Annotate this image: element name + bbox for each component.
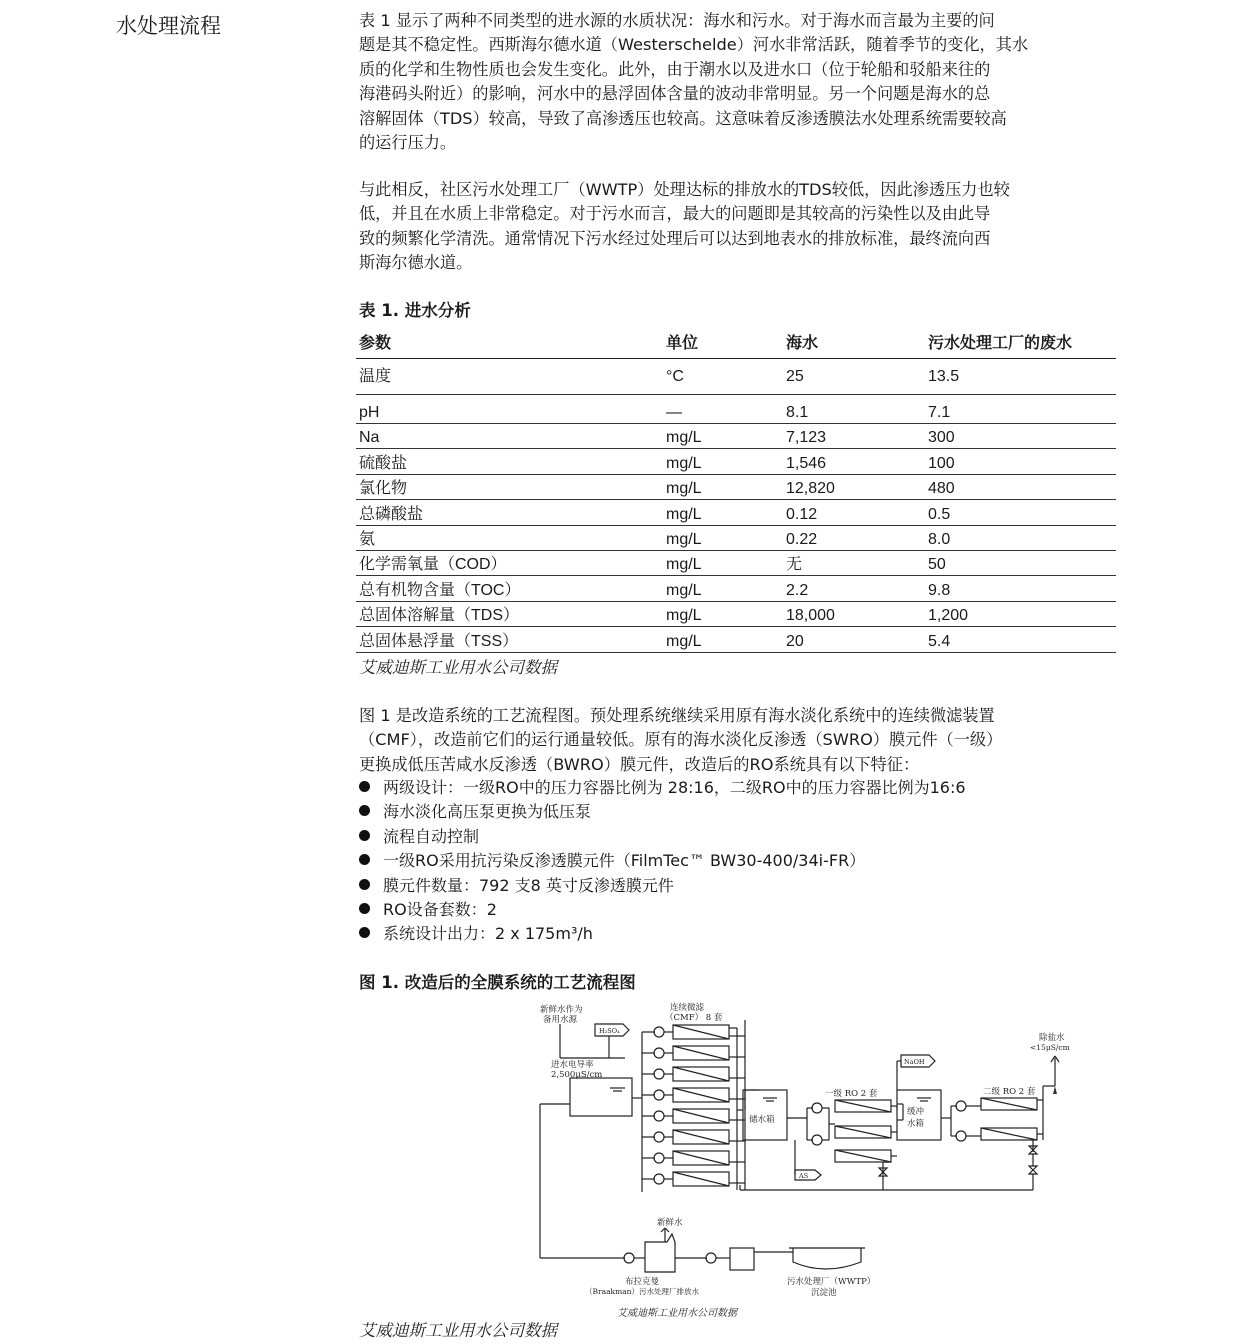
bullet-icon — [359, 830, 370, 841]
list-item — [359, 825, 966, 849]
label-braakman: （Braakman）污水处理厂排放水 — [585, 1287, 699, 1296]
table-source-note: 艾威迪斯工业用水公司数据 — [359, 658, 557, 677]
cell-wwtp: 300 — [925, 424, 1116, 449]
cell-parameter: 总固体悬浮量（TSS） — [356, 627, 663, 652]
label-cmf: 连续微滤 — [670, 1003, 705, 1013]
cell-parameter: 氯化物 — [356, 474, 663, 499]
second-paragraph — [359, 178, 1105, 276]
label-conductivity: 进水电导率 — [551, 1060, 594, 1070]
cell-parameter: 化学需氧量（COD） — [356, 550, 663, 575]
label-naoh: NaOH — [904, 1058, 925, 1066]
table-row — [356, 359, 1116, 395]
cell-unit: mg/L — [663, 474, 783, 499]
cell-unit: °C — [663, 359, 783, 395]
feature-list — [359, 776, 966, 947]
cell-wwtp: 100 — [925, 449, 1116, 474]
cell-unit: mg/L — [663, 550, 783, 575]
label-fresh-water: 新鲜水 — [657, 1218, 683, 1228]
column-header-parameter: 参数 — [356, 325, 663, 359]
label-ro2: 二级 RO 2 套 — [983, 1087, 1036, 1097]
cell-unit: — — [663, 395, 783, 424]
cell-seawater: 12,820 — [783, 474, 925, 499]
bullet-icon — [359, 879, 370, 890]
bullet-icon — [359, 903, 370, 914]
list-item-text: 膜元件数量：792 支8 英寸反渗透膜元件 — [383, 875, 674, 895]
label-braakman: 布拉克曼 — [625, 1277, 660, 1287]
list-item — [359, 776, 966, 800]
cell-unit: mg/L — [663, 424, 783, 449]
list-item-text: 流程自动控制 — [383, 826, 480, 846]
list-item-text: 系统设计出力：2 x 175m³/h — [383, 924, 593, 944]
label-ro1: 一级 RO 2 套 — [825, 1089, 878, 1099]
table-row — [356, 395, 1116, 424]
process-flow-diagram — [525, 1000, 1085, 1325]
cell-seawater: 0.12 — [783, 500, 925, 525]
paragraph-line: 图 1 是改造系统的工艺流程图。预处理系统继续采用原有海水淡化系统中的连续微滤装置 — [359, 706, 995, 725]
cell-wwtp: 1,200 — [925, 601, 1116, 626]
table-caption: 表 1. 进水分析 — [359, 301, 471, 320]
list-item — [359, 922, 966, 946]
paragraph-line: 题是其不稳定性。西斯海尔德水道（Westerschelde）河水非常活跃，随着季节的变化，其水 — [359, 35, 1029, 55]
intro-paragraph — [359, 9, 1105, 155]
table-row — [356, 601, 1116, 626]
label-storage-tank: 储水箱 — [749, 1115, 775, 1125]
cell-wwtp: 5.4 — [925, 627, 1116, 652]
table-row — [356, 449, 1116, 474]
cell-seawater: 8.1 — [783, 395, 925, 424]
cell-parameter: pH — [356, 395, 663, 424]
table-row — [356, 525, 1116, 550]
paragraph-line: 致的频繁化学清洗。通常情况下污水经过处理后可以达到地表水的排放标准，最终流向西 — [359, 228, 991, 248]
cell-wwtp: 7.1 — [925, 395, 1116, 424]
bullet-icon — [359, 854, 370, 865]
cell-seawater: 20 — [783, 627, 925, 652]
column-header-unit: 单位 — [663, 325, 783, 359]
paragraph-line: （CMF），改造前它们的运行通量较低。原有的海水淡化反渗透（SWRO）膜元件（一级） — [359, 730, 1003, 750]
cell-unit: mg/L — [663, 525, 783, 550]
label-wwtp: 沉淀池 — [811, 1288, 837, 1298]
cell-parameter: 总磷酸盐 — [356, 500, 663, 525]
label-fresh-backup: 备用水源 — [543, 1015, 578, 1025]
list-item-text: RO设备套数：2 — [383, 900, 497, 920]
paragraph-line: 质的化学和生物性质也会发生变化。此外，由于潮水以及进水口（位于轮船和驳船来往的 — [359, 59, 991, 79]
paragraph-line: 的运行压力。 — [359, 133, 457, 153]
list-item-text: 两级设计：一级RO中的压力容器比例为 28:16，二级RO中的压力容器比例为16:6 — [383, 778, 966, 797]
cell-wwtp: 8.0 — [925, 525, 1116, 550]
table-row — [356, 424, 1116, 449]
cell-wwtp: 9.8 — [925, 576, 1116, 601]
table-header-row — [356, 325, 1116, 359]
list-item-text: 一级RO采用抗污染反渗透膜元件（FilmTec™ BW30-400/34i-FR） — [383, 851, 866, 871]
column-header-seawater: 海水 — [783, 325, 925, 359]
table-row — [356, 474, 1116, 499]
bullet-icon — [359, 805, 370, 816]
label-buffer-tank: 缓冲 — [907, 1107, 925, 1117]
cell-unit: mg/L — [663, 627, 783, 652]
list-item-text: 海水淡化高压泵更换为低压泵 — [383, 802, 592, 822]
label-as: AS — [799, 1172, 809, 1180]
cell-parameter: 硫酸盐 — [356, 449, 663, 474]
cell-unit: mg/L — [663, 500, 783, 525]
water-analysis-table — [356, 325, 1116, 653]
cell-wwtp: 50 — [925, 550, 1116, 575]
figure-caption: 图 1. 改造后的全膜系统的工艺流程图 — [359, 973, 636, 992]
column-header-wwtp: 污水处理工厂的废水 — [925, 325, 1116, 359]
cell-wwtp: 0.5 — [925, 500, 1116, 525]
table-row — [356, 627, 1116, 652]
cell-parameter: 总有机物含量（TOC） — [356, 576, 663, 601]
cell-seawater: 1,546 — [783, 449, 925, 474]
label-product-water: 除盐水 — [1039, 1033, 1065, 1043]
paragraph-line: 与此相反，社区污水处理工厂（WWTP）处理达标的排放水的TDS较低，因此渗透压力也较 — [359, 180, 1010, 199]
table-row — [356, 500, 1116, 525]
label-wwtp: 污水处理厂（WWTP） — [787, 1277, 876, 1287]
label-product-water: <15μS/cm — [1030, 1043, 1070, 1052]
cell-parameter: 温度 — [356, 359, 663, 395]
label-cmf: （CMF） 8 套 — [665, 1013, 723, 1023]
list-item — [359, 849, 966, 873]
cell-unit: mg/L — [663, 449, 783, 474]
cell-unit: mg/L — [663, 576, 783, 601]
paragraph-line: 海港码头附近）的影响，河水中的悬浮固体含量的波动非常明显。另一个问题是海水的总 — [359, 84, 991, 104]
list-item — [359, 898, 966, 922]
cell-parameter: 总固体溶解量（TDS） — [356, 601, 663, 626]
paragraph-line: 溶解固体（TDS）较高，导致了高渗透压也较高。这意味着反渗透膜法水处理系统需要较高 — [359, 108, 1007, 128]
list-item — [359, 874, 966, 898]
cell-seawater: 18,000 — [783, 601, 925, 626]
cell-seawater: 2.2 — [783, 576, 925, 601]
paragraph-line: 斯海尔德水道。 — [359, 253, 473, 273]
figure-inner-source: 艾威迪斯工业用水公司数据 — [617, 1308, 737, 1319]
label-h2so4: H₂SO₄ — [599, 1027, 620, 1035]
cell-wwtp: 480 — [925, 474, 1116, 499]
figure-source-note: 艾威迪斯工业用水公司数据 — [359, 1321, 557, 1340]
cell-seawater: 25 — [783, 359, 925, 395]
paragraph-line: 低，并且在水质上非常稳定。对于污水而言，最大的问题即是其较高的污染性以及由此导 — [359, 204, 991, 224]
bullet-icon — [359, 927, 370, 938]
paragraph-line: 表 1 显示了两种不同类型的进水源的水质状况：海水和污水。对于海水而言最为主要的问 — [359, 11, 995, 30]
cell-wwtp: 13.5 — [925, 359, 1116, 395]
cell-seawater: 无 — [783, 550, 925, 575]
cell-parameter: 氨 — [356, 525, 663, 550]
label-buffer-tank: 水箱 — [907, 1119, 925, 1129]
label-conductivity: 2,500μS/cm — [551, 1070, 603, 1080]
list-item — [359, 800, 966, 824]
third-paragraph — [359, 704, 1105, 777]
section-title: 水处理流程 — [116, 14, 221, 38]
label-fresh-backup: 新鲜水作为 — [540, 1005, 583, 1015]
cell-seawater: 7,123 — [783, 424, 925, 449]
paragraph-line: 更换成低压苦咸水反渗透（BWRO）膜元件，改造后的RO系统具有以下特征： — [359, 754, 920, 774]
cell-unit: mg/L — [663, 601, 783, 626]
table-row — [356, 550, 1116, 575]
cell-parameter: Na — [356, 424, 663, 449]
table-row — [356, 576, 1116, 601]
bullet-icon — [359, 781, 370, 792]
cell-seawater: 0.22 — [783, 525, 925, 550]
